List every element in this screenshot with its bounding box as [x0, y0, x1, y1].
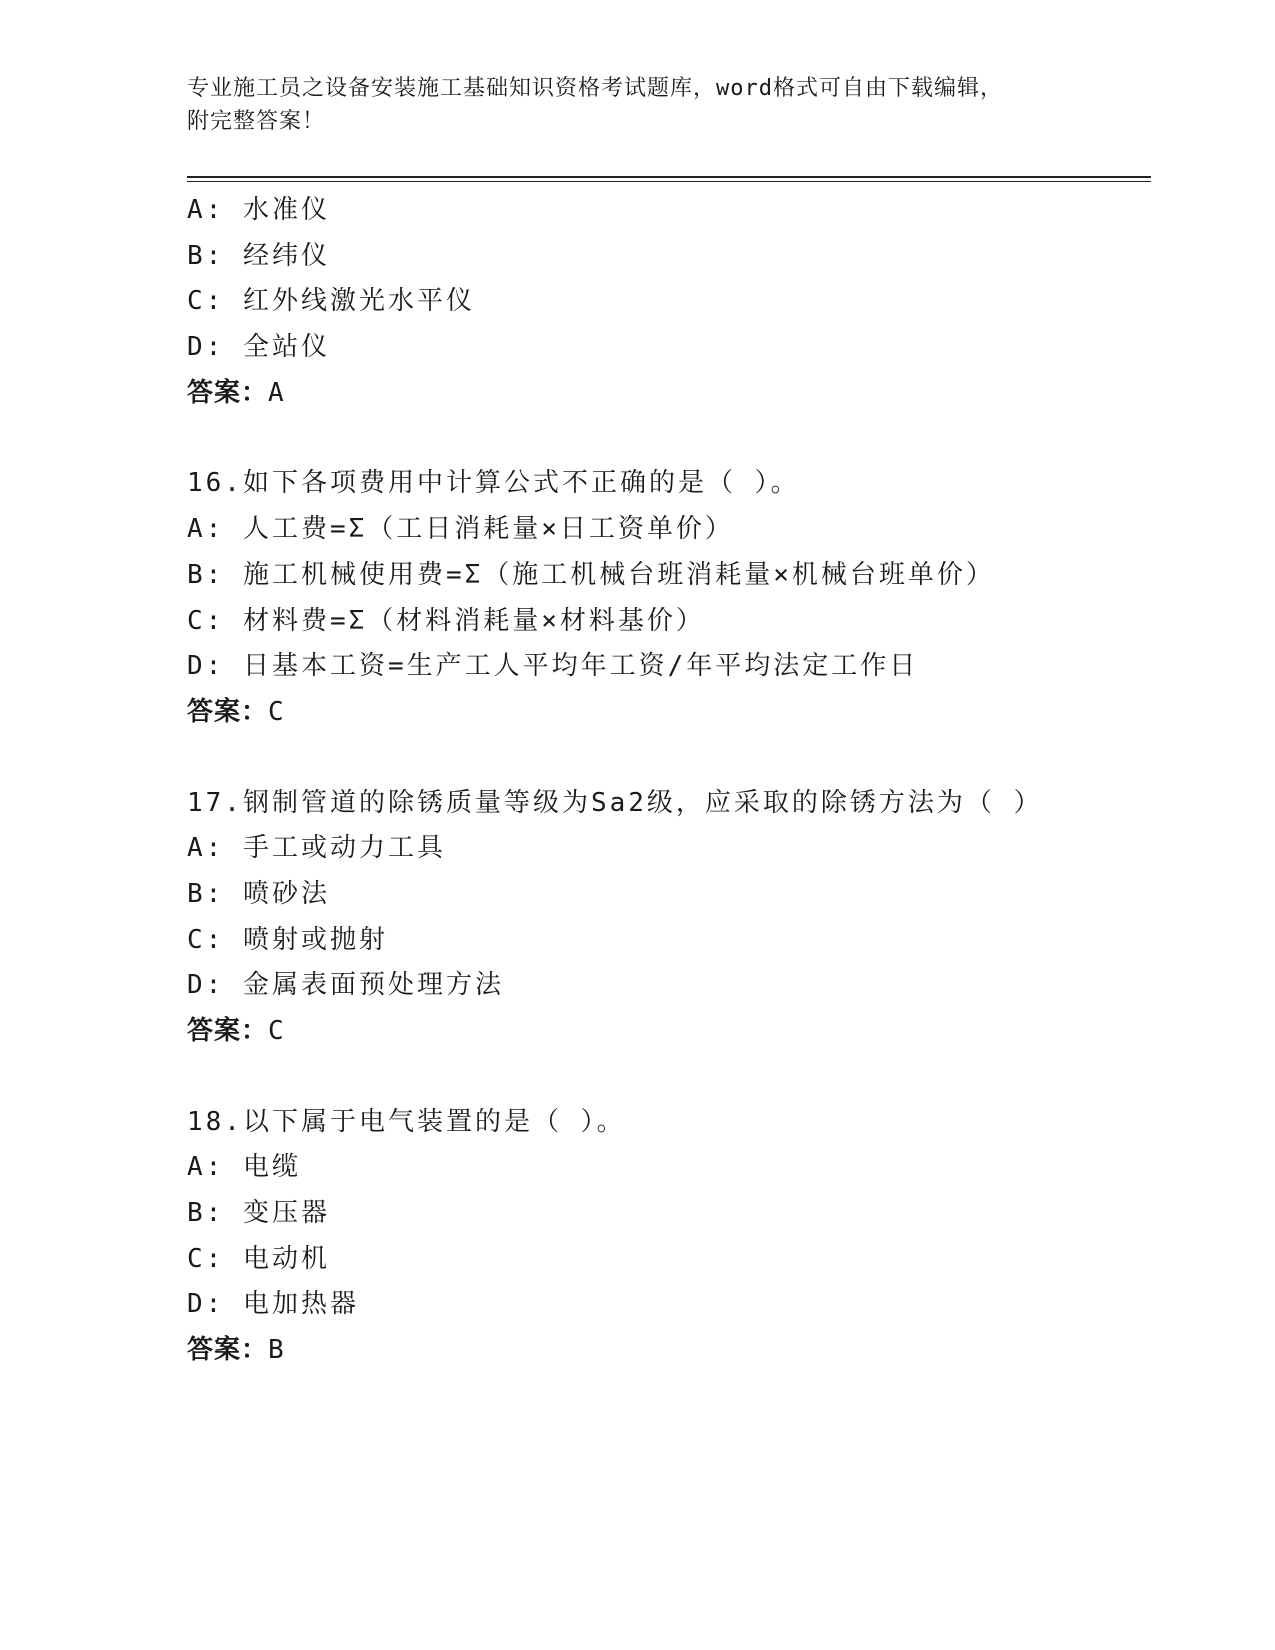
header-line-1: 专业施工员之设备安装施工基础知识资格考试题库，word格式可自由下载编辑， [187, 76, 1003, 101]
question-block [187, 1100, 1147, 1374]
question-stem: 16.如下各项费用中计算公式不正确的是（ ）。 [187, 468, 800, 499]
answer-line [187, 690, 1147, 736]
option-b: B: 喷砂法 [187, 878, 330, 909]
answer-label: 答案： [187, 696, 269, 727]
question-block [187, 461, 1147, 735]
question-block [187, 188, 1147, 416]
option-c: C: 电动机 [187, 1243, 330, 1274]
option-a: A: 人工费=Σ（工日消耗量×日工资单价） [187, 514, 734, 545]
option-d: D: 电加热器 [187, 1289, 359, 1320]
answer-value: B [268, 1335, 285, 1366]
block-spacer [187, 736, 1147, 781]
question-stem: 18.以下属于电气装置的是（ ）。 [187, 1106, 626, 1137]
option-b: B: 变压器 [187, 1198, 330, 1229]
option-a: A: 手工或动力工具 [187, 833, 446, 864]
answer-line [187, 1009, 1147, 1055]
option-d: D: 日基本工资=生产工人平均年工资/年平均法定工作日 [187, 651, 919, 682]
option-a: A: 电缆 [187, 1152, 301, 1183]
option-d: D: 全站仪 [187, 332, 330, 363]
option-c: C: 喷射或抛射 [187, 924, 388, 955]
block-spacer [187, 416, 1147, 461]
answer-value: A [268, 377, 285, 408]
block-spacer [187, 1055, 1147, 1100]
answer-value: C [268, 1016, 285, 1046]
answer-line [187, 371, 1147, 417]
header-divider-thin [187, 181, 1151, 182]
option-c: C: 材料费=Σ（材料消耗量×材料基价） [187, 605, 705, 636]
question-block [187, 781, 1147, 1055]
header-line-2: 附完整答案！ [187, 109, 326, 134]
answer-label: 答案： [187, 1016, 269, 1046]
answer-value: C [268, 696, 285, 727]
option-d: D: 金属表面预处理方法 [187, 970, 504, 1001]
header-divider-thick [187, 176, 1151, 178]
option-c: C: 红外线激光水平仪 [187, 286, 475, 317]
option-b: B: 施工机械使用费=Σ（施工机械台班消耗量×机械台班单价） [187, 559, 995, 590]
question-stem: 17.钢制管道的除锈质量等级为Sa2级，应采取的除锈方法为（ ） [187, 787, 1043, 818]
answer-line [187, 1328, 1147, 1374]
question-list [187, 188, 1147, 1374]
answer-label: 答案： [187, 1335, 269, 1366]
document-header [187, 72, 1147, 138]
option-a: A: 水准仪 [187, 195, 330, 225]
answer-label: 答案： [187, 377, 269, 408]
option-b: B: 经纬仪 [187, 240, 330, 271]
